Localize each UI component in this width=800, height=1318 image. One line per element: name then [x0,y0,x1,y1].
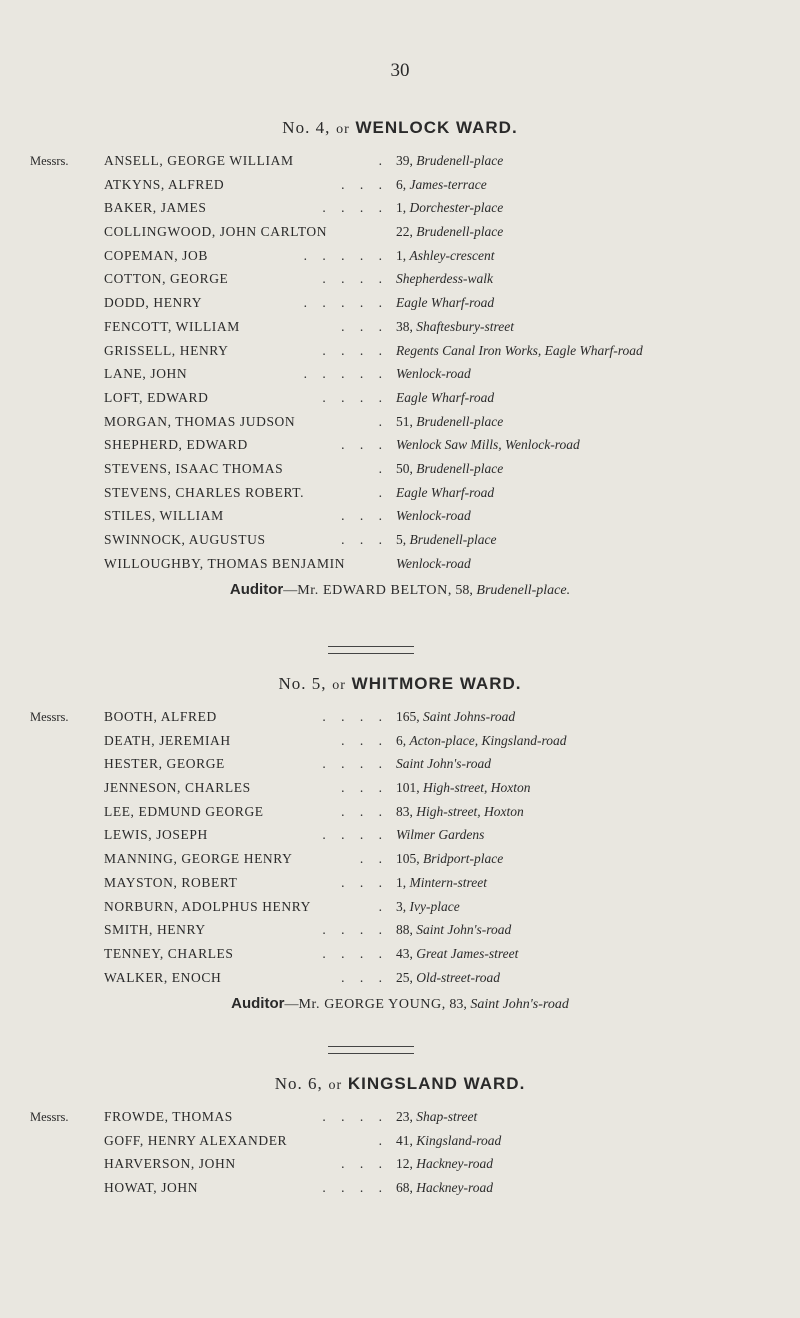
member-name: WILLOUGHBY, THOMAS BENJAMIN [104,555,346,571]
member-row [0,436,800,460]
leader-dots: . . [359,851,388,867]
member-address [396,733,566,749]
leader-dots: . . . [341,780,388,796]
address-number: 101, [396,780,420,796]
leader-dots: . [378,153,388,168]
auditor-label: Auditor [231,995,285,1013]
leader-dots: . . . . [322,922,388,938]
address-number: 105, [396,851,420,867]
leader-dots: . [378,1132,388,1148]
member-name: JENNESON, CHARLES [104,780,251,796]
address-street: Hackney-road [416,1180,493,1196]
auditor-line [0,995,800,1013]
member-name: MANNING, GEORGE HENRY [104,851,293,867]
address-street: Wenlock Saw Mills, Wenlock-road [396,437,580,453]
member-row [0,555,800,579]
address-street: Eagle Wharf-road [396,389,495,405]
address-street: Great James-street [416,945,519,961]
address-street: Saint Johns-road [423,709,516,724]
member-name: NORBURN, ADOLPHUS HENRY [104,898,311,914]
address-number: 6, [396,732,407,748]
member-row [0,732,800,756]
member-name: DODD, HENRY [104,295,203,311]
member-address [396,756,491,772]
address-street: Hackney-road [416,1156,493,1172]
address-street: Eagle Wharf-road [396,295,495,311]
address-street: Shaftesbury-street [416,318,514,334]
member-address [396,224,503,240]
address-street: Brudenell-place [416,224,504,240]
ward-title [0,1074,800,1094]
leader-dots: . . . [341,732,388,748]
member-name: COPEMAN, JOB [104,247,208,263]
auditor-dash: — [283,583,298,599]
address-number: 88, [396,922,413,938]
member-name: SHEPHERD, EDWARD [104,437,248,453]
member-row [0,826,800,850]
auditor-number: 58, [455,583,473,599]
member-row [0,507,800,531]
member-row [0,460,800,484]
member-address [396,319,514,335]
address-street: Brudenell-place [416,460,504,476]
leader-dots: . . . . . [303,295,388,311]
address-street: Mintern-street [409,874,487,890]
leader-dots: . . . . [322,709,388,724]
messrs-label: Messrs. [30,1110,69,1124]
member-address [396,804,524,820]
member-address [396,899,460,915]
address-number: 22, [396,224,413,240]
member-row [0,945,800,969]
member-row [0,365,800,389]
member-list [0,1108,800,1203]
address-number: 165, [396,709,420,724]
member-row [0,1179,800,1203]
auditor-dash: — [284,997,299,1013]
leader-dots: . . . [341,508,388,524]
member-name: COTTON, GEORGE [104,271,229,287]
member-address [396,343,643,359]
ward-number: No. 5, [278,674,327,693]
leader-dots: . [378,484,388,500]
member-address [396,1133,501,1149]
address-number: 43, [396,945,413,961]
member-name: SWINNOCK, AUGUSTUS [104,532,266,547]
member-address [396,200,503,216]
leader-dots: . . . . [322,200,388,216]
leader-dots: . . . . . [303,366,388,382]
ward-or: or [336,122,350,137]
member-name: DEATH, JEREMIAH [104,732,231,748]
member-row [0,803,800,827]
member-row [0,342,800,366]
address-street: Brudenell-place [416,413,504,429]
member-list [0,152,800,578]
leader-dots: . . . [341,532,388,547]
address-street: Brudenell-place [409,532,497,547]
member-row [0,779,800,803]
address-street: Ashley-crescent [409,247,495,263]
member-name: HESTER, GEORGE [104,756,225,772]
address-street: Eagle Wharf-road [396,484,495,500]
address-number: 3, [396,898,407,914]
auditor-street: Saint John's-road [470,997,569,1013]
ward-number: No. 4, [282,118,331,137]
ward-section-kingsland [0,1074,800,1203]
member-row [0,921,800,945]
ward-title [0,118,800,138]
member-name: ANSELL, GEORGE WILLIAM [104,153,294,168]
member-name: FROWDE, THOMAS [104,1109,233,1124]
member-name: COLLINGWOOD, JOHN CARLTON [104,224,328,240]
address-street: High-street, Hoxton [423,780,531,796]
leader-dots: . . . [341,318,388,334]
member-address [396,485,494,501]
leader-dots: . [378,413,388,429]
address-number: 41, [396,1132,413,1148]
member-row [0,755,800,779]
ward-name: KINGSLAND WARD. [347,1074,526,1093]
member-row [0,850,800,874]
member-name: STEVENS, ISAAC THOMAS [104,460,284,476]
member-row [0,531,800,555]
member-name: GOFF, HENRY ALEXANDER [104,1132,288,1148]
member-row [0,318,800,342]
leader-dots: . . . [341,803,388,819]
address-street: High-street, Hoxton [416,803,524,819]
member-address [396,1109,477,1125]
member-address [396,875,487,891]
messrs-label: Messrs. [30,710,69,724]
address-number: 25, [396,969,413,985]
leader-dots: . . . [341,969,388,985]
section-divider [328,646,414,654]
member-row [0,223,800,247]
member-row [0,484,800,508]
member-row [0,969,800,993]
address-number: 50, [396,460,413,476]
address-street: Dorchester-place [409,200,504,216]
member-address [396,271,493,287]
address-street: Regents Canal Iron Works, Eagle Wharf-road [396,342,643,358]
member-row [0,898,800,922]
leader-dots: . . . . [322,271,388,287]
member-address [396,1180,493,1196]
address-number: 83, [396,803,413,819]
address-number: 12, [396,1156,413,1172]
member-name: LANE, JOHN [104,366,188,382]
member-address [396,946,518,962]
member-address [396,437,580,453]
leader-dots: . . . [341,1156,388,1172]
auditor-name: Mr. EDWARD BELTON, [297,583,452,599]
leader-dots: . . . [341,176,388,192]
member-address [396,709,515,725]
member-list [0,708,800,992]
address-street: Wilmer Gardens [396,827,485,843]
address-street: Saint John's-road [396,756,492,772]
member-address [396,153,503,169]
member-address [396,295,494,311]
address-street: Acton-place, Kingsland-road [409,732,567,748]
member-name: HARVERSON, JOHN [104,1156,236,1172]
messrs-label: Messrs. [30,154,69,168]
address-number: 1, [396,874,407,890]
auditor-street: Brudenell-place. [476,583,571,599]
ward-title [0,674,800,694]
member-address [396,366,471,382]
leader-dots: . . . . [322,756,388,772]
leader-dots: . . . . [322,342,388,358]
address-street: Wenlock-road [396,508,471,524]
address-street: Ivy-place [409,898,460,914]
member-row [0,1132,800,1156]
address-street: Wenlock-road [396,366,471,382]
member-row [0,152,800,176]
ward-name: WENLOCK WARD. [355,118,518,137]
address-number: 39, [396,153,413,168]
address-street: Old-street-road [416,969,500,985]
member-name: HOWAT, JOHN [104,1180,199,1196]
ward-or: or [332,678,346,693]
member-name: LEE, EDMUND GEORGE [104,803,264,819]
auditor-name: Mr. GEORGE YOUNG, [298,997,446,1013]
member-address [396,1156,493,1172]
member-address [396,177,487,193]
member-row [0,294,800,318]
member-name: ATKYNS, ALFRED [104,176,225,192]
address-number: 5, [396,532,407,547]
page-number: 30 [390,60,410,81]
leader-dots: . . . . [322,1109,388,1124]
address-street: Saint John's-road [416,922,512,938]
member-name: STILES, WILLIAM [104,508,224,524]
member-name: FENCOTT, WILLIAM [104,318,240,334]
member-address [396,248,494,264]
member-address [396,532,496,548]
member-row [0,708,800,732]
leader-dots: . . . . [322,1180,388,1196]
address-number: 51, [396,413,413,429]
auditor-number: 83, [449,997,467,1013]
member-address [396,508,471,524]
leader-dots: . [378,898,388,914]
member-name: STEVENS, CHARLES ROBERT. [104,484,305,500]
member-address [396,461,503,477]
address-street: Wenlock-road [396,555,471,571]
ward-number: No. 6, [274,1074,323,1093]
member-name: MAYSTON, ROBERT [104,874,238,890]
member-address [396,970,500,986]
section-divider [328,1046,414,1054]
member-name: LOFT, EDWARD [104,389,209,405]
address-street: Bridport-place [423,851,504,867]
member-row [0,1108,800,1132]
auditor-label: Auditor [229,581,284,599]
member-row [0,1155,800,1179]
member-row [0,270,800,294]
leader-dots: . . . [341,437,388,453]
member-name: GRISSELL, HENRY [104,342,229,358]
auditor-line [0,581,800,599]
leader-dots: . . . . [322,945,388,961]
ward-or: or [328,1078,343,1093]
member-name: MORGAN, THOMAS JUDSON [104,413,296,429]
member-row [0,247,800,271]
member-row [0,176,800,200]
member-name: WALKER, ENOCH [104,969,222,985]
ward-name: WHITMORE WARD. [351,674,522,693]
member-address [396,556,471,572]
ward-section-whitmore [0,674,800,1013]
member-row [0,199,800,223]
leader-dots: . . . [341,874,388,890]
member-address [396,390,494,406]
address-number: 1, [396,247,407,263]
leader-dots: . [378,460,388,476]
address-number: 68, [396,1180,413,1196]
member-address [396,780,530,796]
member-name: LEWIS, JOSEPH [104,827,208,843]
leader-dots: . . . . [322,389,388,405]
leader-dots: . . . . [322,827,388,843]
member-row [0,389,800,413]
member-row [0,413,800,437]
address-number: 6, [396,176,407,192]
address-street: Kingsland-road [416,1132,502,1148]
address-street: James-terrace [409,176,487,192]
member-name: SMITH, HENRY [104,922,206,938]
address-number: 1, [396,200,407,216]
member-name: TENNEY, CHARLES [104,945,234,961]
leader-dots: . . . . . [303,247,388,263]
member-address [396,851,503,867]
member-address [396,827,484,843]
member-address [396,922,511,938]
address-number: 23, [396,1109,413,1124]
ward-section-wenlock [0,118,800,599]
address-number: 38, [396,318,413,334]
member-address [396,414,503,430]
address-street: Shepherdess-walk [396,271,493,287]
member-name: BOOTH, ALFRED [104,709,217,724]
member-row [0,874,800,898]
member-name: BAKER, JAMES [104,200,207,216]
address-street: Shap-street [416,1109,478,1124]
address-street: Brudenell-place [416,153,504,168]
